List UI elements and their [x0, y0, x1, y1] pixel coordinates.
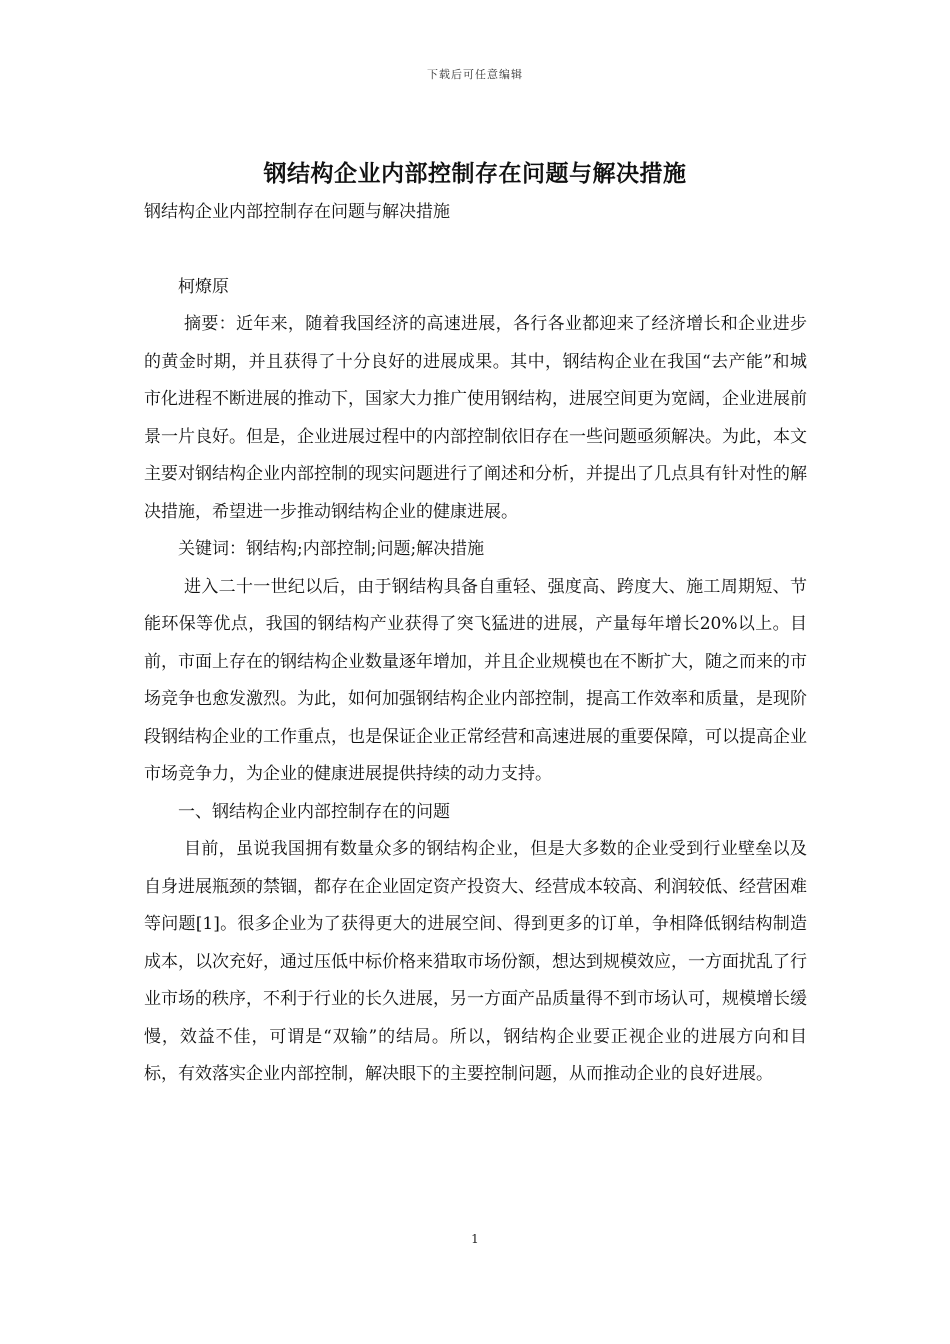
- section-heading: 一、钢结构企业内部控制存在的问题: [178, 801, 450, 822]
- author-name: 柯燎原: [178, 276, 229, 297]
- document-subtitle: 钢结构企业内部控制存在问题与解决措施: [144, 202, 450, 222]
- section-body-paragraph: 目前，虽说我国拥有数量众多的钢结构企业，但是大多数的企业受到行业壁垒以及自身进展瓶颈的禁锢，都存在企业固定资产投资大、经营成本较高、利润较低、经营困难等问题[1]。很多企业为了获得更大的进展空间、得到更多的订单，争相降低钢结构制造成本，以次充好，通过压低中标价格来猎取市场份额，想达到规模效应，一方面扰乱了行业市场的秩序，不利于行业的长久进展，另一方面产品质量得不到市场认可，规模增长缓慢，效益不佳，可谓是“双输”的结局。所以，钢结构企业要正视企业的进展方向和目标，有效落实企业内部控制，解决眼下的主要控制问题，从而推动企业的良好进展。: [144, 839, 807, 1084]
- abstract-paragraph: 摘要：近年来，随着我国经济的高速进展，各行各业都迎来了经济增长和企业进步的黄金时期，并且获得了十分良好的进展成果。其中，钢结构企业在我国“去产能”和城市化进程不断进展的推动下，国家大力推广使用钢结构，进展空间更为宽阔，企业进展前景一片良好。但是，企业进展过程中的内部控制依旧存在一些问题亟须解决。为此，本文主要对钢结构企业内部控制的现实问题进行了阐述和分析，并提出了几点具有针对性的解决措施，希望进一步推动钢结构企业的健康进展。: [144, 314, 807, 522]
- document-body: [144, 194, 807, 1094]
- page-header-note: 下载后可任意编辑: [427, 68, 523, 81]
- document-title: 钢结构企业内部控制存在问题与解决措施: [263, 160, 687, 187]
- blank-line: [144, 232, 807, 269]
- keywords-line: 关键词：钢结构;内部控制;问题;解决措施: [178, 539, 485, 559]
- page-number: 1: [471, 1232, 479, 1246]
- intro-paragraph: 进入二十一世纪以后，由于钢结构具备自重轻、强度高、跨度大、施工周期短、节能环保等优点，我国的钢结构产业获得了突飞猛进的进展，产量每年增长20%以上。目前，市面上存在的钢结构企业数量逐年增加，并且企业规模也在不断扩大，随之而来的市场竞争也愈发激烈。为此，如何加强钢结构企业内部控制，提高工作效率和质量，是现阶段钢结构企业的工作重点，也是保证企业正常经营和高速进展的重要保障，可以提高企业市场竞争力，为企业的健康进展提供持续的动力支持。: [144, 576, 807, 784]
